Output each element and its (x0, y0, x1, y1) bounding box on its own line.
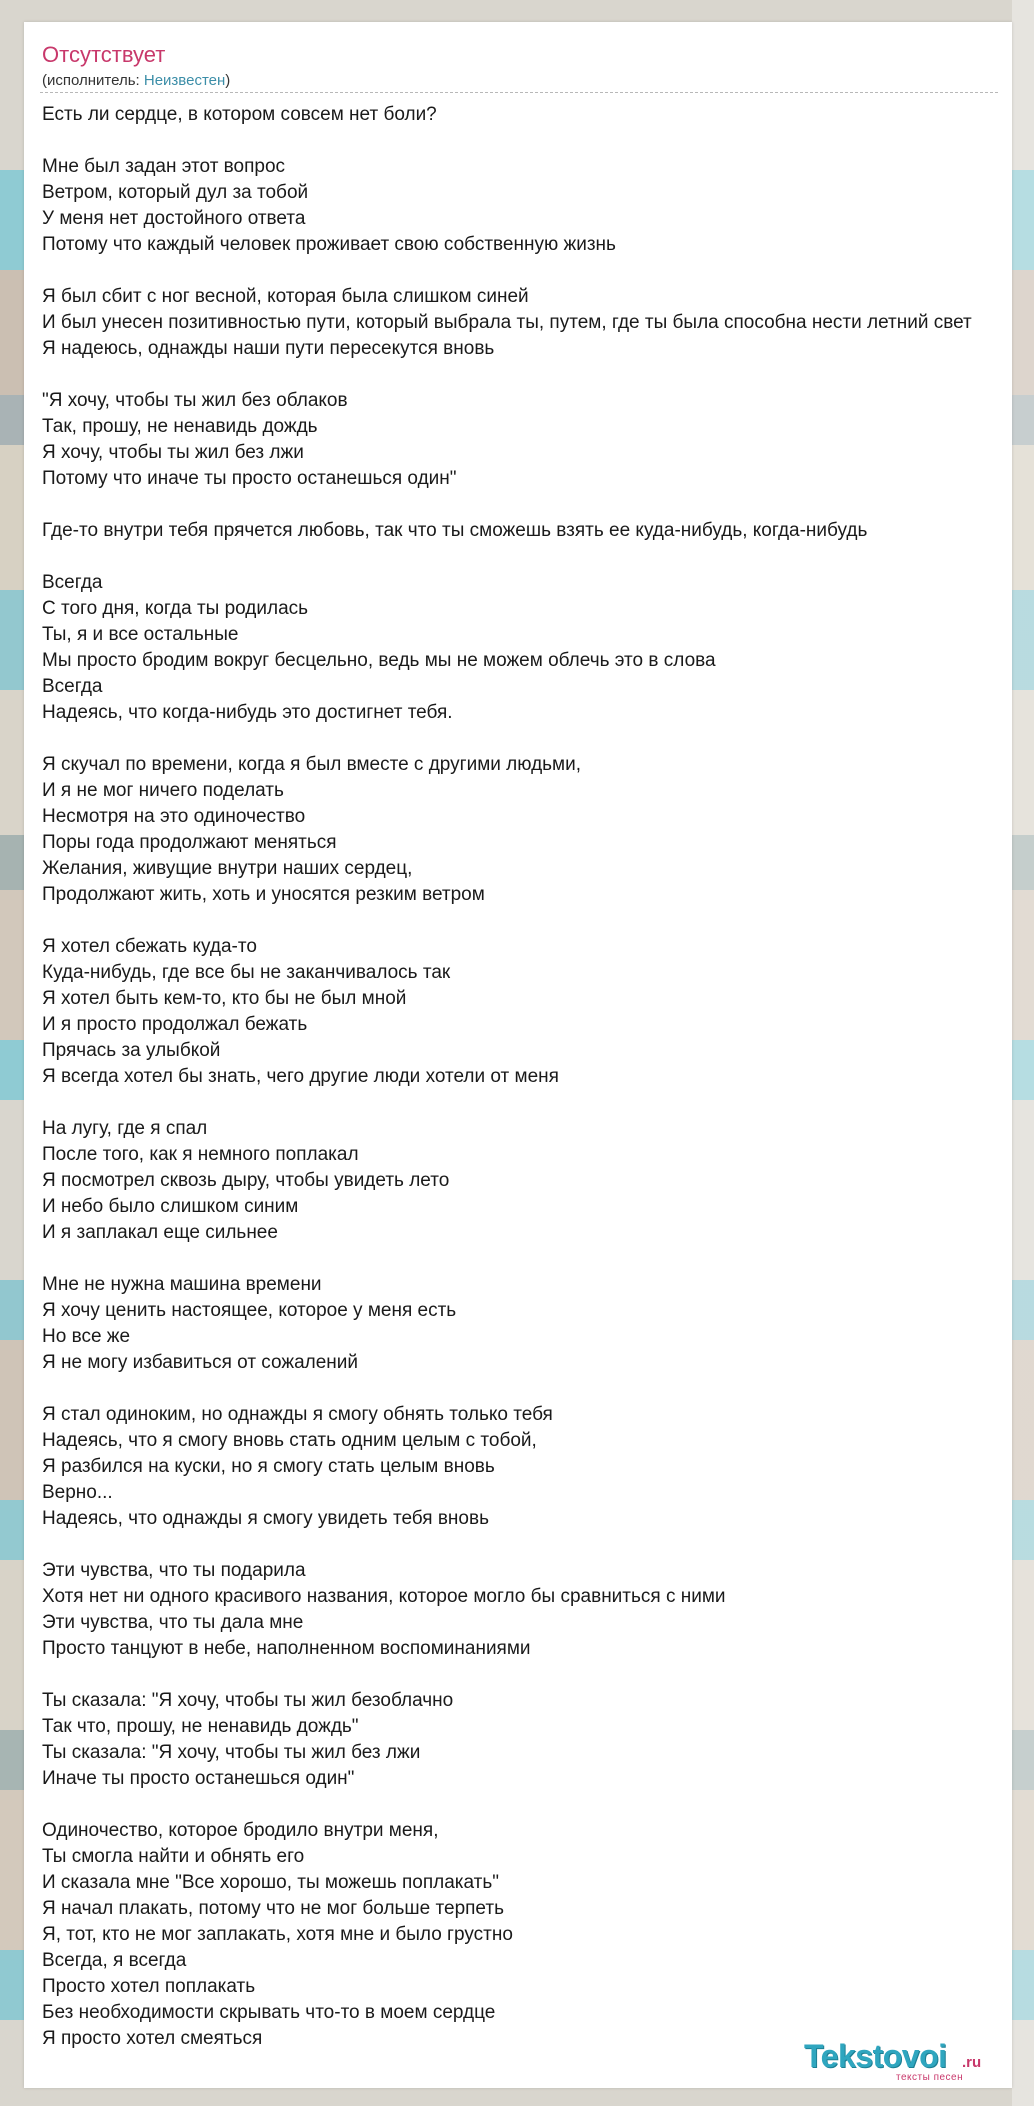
lyric-line: Я был сбит с ног весной, которая была слишком синей (42, 286, 529, 307)
lyric-line: У меня нет достойного ответа (42, 208, 306, 229)
performer-prefix: (исполнитель: (42, 72, 144, 89)
lyric-line: Я хотел быть кем-то, кто бы не был мной (42, 988, 407, 1009)
lyric-line: Но все же (42, 1326, 131, 1347)
site-logo[interactable] (804, 2038, 1004, 2084)
lyric-line: Несмотря на это одиночество (42, 806, 306, 827)
stanza-gap (42, 492, 1012, 518)
lyrics-text (42, 102, 1012, 2052)
lyric-line: Я надеюсь, однажды наши пути пересекутся вновь (42, 338, 495, 359)
lyric-line: Я начал плакать, потому что не мог больше терпеть (42, 1898, 504, 1919)
lyric-line: "Я хочу, чтобы ты жил без облаков (42, 390, 348, 411)
lyric-line: Так, прошу, не ненавидь дождь (42, 416, 318, 437)
performer-suffix: ) (225, 72, 231, 89)
lyric-line: Хотя нет ни одного красивого названия, которое могло бы сравниться с ними (42, 1586, 726, 1607)
lyric-line: Я скучал по времени, когда я был вместе с другими людьми, (42, 754, 582, 775)
stanza-gap (42, 1090, 1012, 1116)
lyric-line: Я не могу избавиться от сожалений (42, 1352, 359, 1373)
lyric-line: И сказала мне "Все хорошо, ты можешь поплакать" (42, 1872, 500, 1893)
stanza-gap (42, 128, 1012, 154)
title-divider (40, 92, 998, 93)
stanza-gap (42, 1246, 1012, 1272)
lyric-line: Я хотел сбежать куда-то (42, 936, 257, 957)
stanza-gap (42, 258, 1012, 284)
lyric-line: Я разбился на куски, но я смогу стать целым вновь (42, 1456, 495, 1477)
lyric-line: Мы просто бродим вокруг бесцельно, ведь мы не можем облечь это в слова (42, 650, 716, 671)
lyric-line: Эти чувства, что ты подарила (42, 1560, 306, 1581)
lyric-line: Ты сказала: "Я хочу, чтобы ты жил безоблачно (42, 1690, 454, 1711)
lyric-line: И я не мог ничего поделать (42, 780, 284, 801)
stanza-gap (42, 362, 1012, 388)
lyric-line: Есть ли сердце, в котором совсем нет боли? (42, 104, 437, 125)
stanza-gap (42, 1792, 1012, 1818)
lyric-line: Надеясь, что я смогу вновь стать одним целым с тобой, (42, 1430, 537, 1451)
lyric-line: Я просто хотел смеяться (42, 2028, 263, 2049)
lyric-line: Я хочу, чтобы ты жил без лжи (42, 442, 304, 463)
lyric-line: Надеясь, что когда-нибудь это достигнет тебя. (42, 702, 453, 723)
lyric-line: Я, тот, кто не мог заплакать, хотя мне и было грустно (42, 1924, 513, 1945)
lyric-line: Потому что каждый человек проживает свою собственную жизнь (42, 234, 616, 255)
lyric-line: И я заплакал еще сильнее (42, 1222, 278, 1243)
stanza-gap (42, 1532, 1012, 1558)
lyric-line: Я посмотрел сквозь дыру, чтобы увидеть лето (42, 1170, 450, 1191)
stanza-gap (42, 726, 1012, 752)
stanza-gap (42, 544, 1012, 570)
lyric-line: Всегда (42, 572, 103, 593)
lyric-line: После того, как я немного поплакал (42, 1144, 359, 1165)
lyric-line: Я всегда хотел бы знать, чего другие люди хотели от меня (42, 1066, 559, 1087)
lyric-line: Так что, прошу, не ненавидь дождь" (42, 1716, 359, 1737)
lyric-line: Прячась за улыбкой (42, 1040, 221, 1061)
lyric-line: Ветром, который дул за тобой (42, 182, 309, 203)
lyric-line: Ты сказала: "Я хочу, чтобы ты жил без лжи (42, 1742, 421, 1763)
lyric-line: Ты, я и все остальные (42, 624, 239, 645)
lyric-line: Мне не нужна машина времени (42, 1274, 322, 1295)
lyric-line: Эти чувства, что ты дала мне (42, 1612, 304, 1633)
lyric-line: Поры года продолжают меняться (42, 832, 337, 853)
lyric-line: Просто хотел поплакать (42, 1976, 256, 1997)
lyric-line: Надеясь, что однажды я смогу увидеть тебя вновь (42, 1508, 489, 1529)
lyric-line: Всегда, я всегда (42, 1950, 187, 1971)
lyric-line: Просто танцуют в небе, наполненном воспоминаниями (42, 1638, 531, 1659)
lyric-line: На лугу, где я спал (42, 1118, 208, 1139)
lyric-line: И я просто продолжал бежать (42, 1014, 308, 1035)
lyric-line: И небо было слишком синим (42, 1196, 299, 1217)
lyric-line: Без необходимости скрывать что-то в моем сердце (42, 2002, 496, 2023)
stanza-gap (42, 908, 1012, 934)
lyric-line: Продолжают жить, хоть и уносятся резким ветром (42, 884, 485, 905)
lyric-line: Иначе ты просто останешься один" (42, 1768, 355, 1789)
stanza-gap (42, 1662, 1012, 1688)
lyric-line: Желания, живущие внутри наших сердец, (42, 858, 413, 879)
lyric-line: Мне был задан этот вопрос (42, 156, 286, 177)
stanza-gap (42, 1376, 1012, 1402)
logo-domain: .ru (962, 2054, 982, 2071)
lyrics-card (24, 22, 1012, 2088)
performer-link[interactable]: Неизвестен (143, 72, 226, 89)
lyric-line: И был унесен позитивностью пути, который выбрала ты, путем, где ты была способна нести летний свет (42, 312, 972, 333)
song-title: Отсутствует (42, 42, 166, 67)
lyric-line: Потому что иначе ты просто останешься один" (42, 468, 457, 489)
lyric-line: Где-то внутри тебя прячется любовь, так что ты сможешь взять ее куда-нибудь, когда-нибудь (42, 520, 868, 541)
lyric-line: Верно... (42, 1482, 113, 1503)
lyric-line: Ты смогла найти и обнять его (42, 1846, 305, 1867)
logo-wordmark: Tekstovoi (804, 2038, 947, 2074)
lyric-line: Я стал одиноким, но однажды я смогу обнять только тебя (42, 1404, 553, 1425)
lyric-line: Куда-нибудь, где все бы не заканчивалось так (42, 962, 451, 983)
logo-tagline: тексты песен (896, 2072, 964, 2083)
lyric-line: С того дня, когда ты родилась (42, 598, 309, 619)
lyric-line: Одиночество, которое бродило внутри меня, (42, 1820, 439, 1841)
lyric-line: Я хочу ценить настоящее, которое у меня есть (42, 1300, 457, 1321)
performer-line (42, 72, 230, 89)
lyric-line: Всегда (42, 676, 103, 697)
